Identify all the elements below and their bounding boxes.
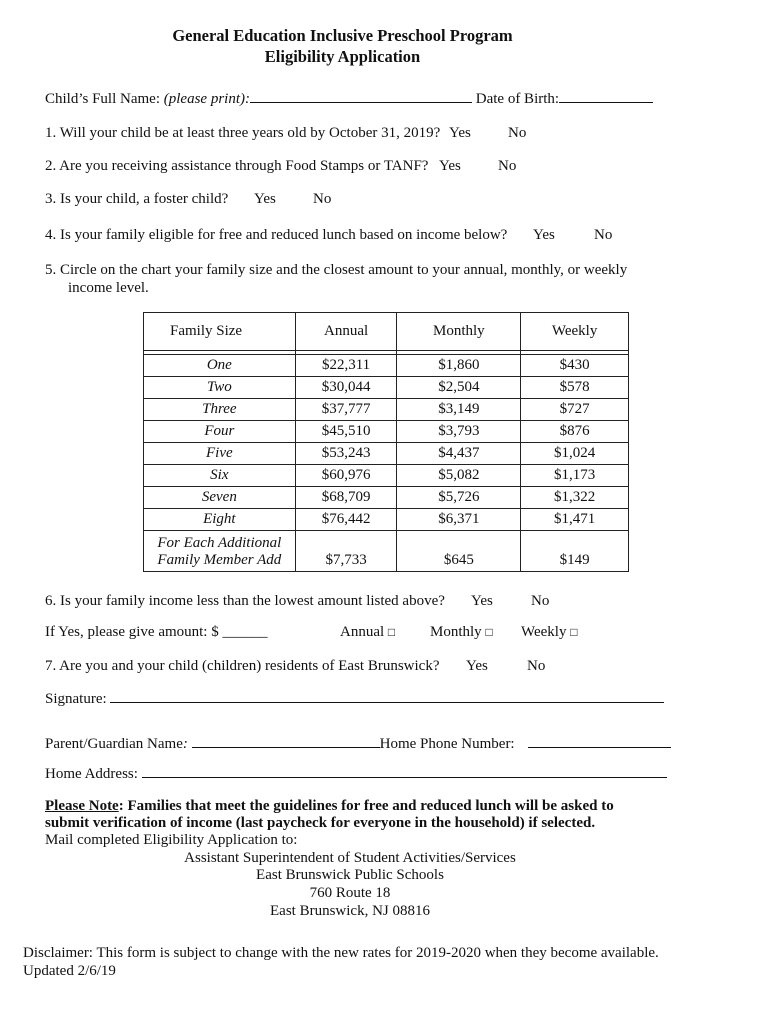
mailing-line-1: Assistant Superintendent of Student Activities/Services — [184, 850, 516, 866]
cell-annual[interactable]: $53,243 — [295, 443, 397, 465]
cell-monthly[interactable]: $5,726 — [397, 487, 521, 509]
cell-monthly[interactable]: $2,504 — [397, 377, 521, 399]
address-row — [45, 764, 667, 783]
weekly-checkbox[interactable]: □ — [570, 625, 578, 639]
mailing-line-4: East Brunswick, NJ 08816 — [270, 903, 430, 919]
cell-monthly[interactable]: $6,371 — [397, 509, 521, 531]
question-4: 4. Is your family eligible for free and reduced lunch based on income below? — [45, 227, 508, 243]
mail-instructions: Mail completed Eligibility Application to: — [45, 832, 298, 848]
child-name-hint: (please print): — [163, 91, 250, 107]
cell-annual[interactable]: $22,311 — [295, 355, 397, 377]
cell-weekly[interactable]: $430 — [521, 355, 629, 377]
cell-family-size[interactable]: Two — [144, 377, 296, 399]
signature-row — [45, 689, 664, 708]
cell-annual[interactable]: $68,709 — [295, 487, 397, 509]
cell-family-size[interactable]: Eight — [144, 509, 296, 531]
guardian-name-label: Parent/Guardian Name — [45, 736, 183, 752]
question-5-cont: income level. — [68, 280, 149, 296]
form-subtitle: Eligibility Application — [264, 47, 421, 66]
cell-weekly[interactable]: $876 — [521, 421, 629, 443]
cell-additional-weekly[interactable]: $149 — [521, 531, 629, 572]
cell-weekly[interactable]: $1,322 — [521, 487, 629, 509]
cell-family-size[interactable]: Four — [144, 421, 296, 443]
annual-label: Annual — [340, 624, 385, 640]
cell-additional-label[interactable] — [144, 531, 296, 572]
annual-checkbox[interactable]: □ — [387, 625, 396, 639]
table-row — [144, 399, 629, 421]
q3-no[interactable]: No — [313, 191, 332, 207]
cell-annual[interactable]: $45,510 — [295, 421, 397, 443]
question-6: 6. Is your family income less than the lowest amount listed above? — [45, 593, 445, 609]
amount-label: If Yes, please give amount: $ — [45, 624, 219, 640]
additional-label-line1: For Each Additional — [157, 535, 282, 551]
table-row-additional — [144, 531, 629, 572]
amount-row — [45, 623, 267, 641]
monthly-label: Monthly — [430, 624, 482, 640]
question-3: 3. Is your child, a foster child? — [45, 191, 229, 207]
amount-field[interactable]: ______ — [222, 624, 268, 640]
dob-label: Date of Birth: — [475, 91, 560, 107]
cell-weekly[interactable]: $727 — [521, 399, 629, 421]
dob-field[interactable] — [559, 89, 653, 103]
cell-annual[interactable]: $76,442 — [295, 509, 397, 531]
child-info-row — [45, 89, 653, 108]
q7-no[interactable]: No — [527, 658, 546, 674]
home-phone-label: Home Phone Number: — [379, 736, 515, 752]
signature-field[interactable] — [110, 689, 664, 703]
cell-family-size[interactable]: Three — [144, 399, 296, 421]
guardian-name-field[interactable] — [192, 734, 380, 748]
table-row — [144, 377, 629, 399]
guardian-row — [45, 734, 515, 753]
address-label: Home Address: — [45, 766, 138, 782]
header-annual: Annual — [295, 313, 397, 351]
disclaimer: Disclaimer: This form is subject to change with the new rates for 2019-2020 when they become available. — [23, 945, 659, 961]
cell-annual[interactable]: $60,976 — [295, 465, 397, 487]
weekly-option[interactable] — [521, 623, 577, 641]
q3-yes[interactable]: Yes — [254, 191, 276, 207]
q1-no[interactable]: No — [508, 125, 527, 141]
table-row — [144, 487, 629, 509]
cell-monthly[interactable]: $5,082 — [397, 465, 521, 487]
table-row — [144, 355, 629, 377]
question-2: 2. Are you receiving assistance through Food Stamps or TANF? — [45, 158, 429, 174]
q6-no[interactable]: No — [531, 593, 550, 609]
table-row — [144, 421, 629, 443]
updated-date: Updated 2/6/19 — [23, 963, 116, 979]
child-name-label: Child’s Full Name: — [45, 91, 161, 107]
table-header-row — [144, 313, 629, 351]
cell-family-size[interactable]: Five — [144, 443, 296, 465]
signature-label: Signature: — [45, 691, 107, 707]
q4-no[interactable]: No — [594, 227, 613, 243]
monthly-checkbox[interactable]: □ — [485, 625, 493, 639]
cell-annual[interactable]: $37,777 — [295, 399, 397, 421]
address-field[interactable] — [142, 764, 667, 778]
cell-additional-monthly[interactable]: $645 — [397, 531, 521, 572]
q1-yes[interactable]: Yes — [449, 125, 471, 141]
question-7: 7. Are you and your child (children) residents of East Brunswick? — [45, 658, 440, 674]
note-label: Please Note — [45, 798, 119, 814]
cell-annual[interactable]: $30,044 — [295, 377, 397, 399]
cell-monthly[interactable]: $4,437 — [397, 443, 521, 465]
q4-yes[interactable]: Yes — [533, 227, 555, 243]
cell-monthly[interactable]: $3,149 — [397, 399, 521, 421]
cell-family-size[interactable]: Six — [144, 465, 296, 487]
form-title: General Education Inclusive Preschool Program — [172, 26, 513, 45]
header-weekly: Weekly — [521, 313, 629, 351]
mailing-line-3: 760 Route 18 — [309, 885, 391, 901]
q7-yes[interactable]: Yes — [466, 658, 488, 674]
cell-weekly[interactable]: $1,024 — [521, 443, 629, 465]
q2-no[interactable]: No — [498, 158, 517, 174]
question-5: 5. Circle on the chart your family size and the closest amount to your annual, monthly, or weekly — [45, 262, 628, 278]
note-text-1: : Families that meet the guidelines for free and reduced lunch will be asked to — [118, 798, 614, 814]
cell-weekly[interactable]: $578 — [521, 377, 629, 399]
q6-yes[interactable]: Yes — [471, 593, 493, 609]
cell-family-size[interactable]: One — [144, 355, 296, 377]
weekly-label: Weekly — [521, 624, 567, 640]
table-row — [144, 509, 629, 531]
header-monthly: Monthly — [397, 313, 521, 351]
cell-additional-annual[interactable]: $7,733 — [295, 531, 397, 572]
additional-label-line2: Family Member Add — [157, 552, 282, 568]
q2-yes[interactable]: Yes — [439, 158, 461, 174]
cell-family-size[interactable]: Seven — [144, 487, 296, 509]
child-name-field[interactable] — [250, 89, 472, 103]
question-1: 1. Will your child be at least three years old by October 31, 2019? — [45, 125, 441, 141]
mailing-line-2: East Brunswick Public Schools — [256, 867, 444, 883]
annual-option[interactable] — [340, 623, 395, 641]
monthly-option[interactable] — [430, 623, 493, 641]
note-text-2: submit verification of income (last paycheck for everyone in the household) if selected. — [45, 815, 596, 831]
guardian-name-colon: : — [182, 736, 188, 752]
header-family-size: Family Size — [144, 313, 296, 351]
cell-monthly[interactable]: $3,793 — [397, 421, 521, 443]
cell-weekly[interactable]: $1,173 — [521, 465, 629, 487]
cell-monthly[interactable]: $1,860 — [397, 355, 521, 377]
table-row — [144, 465, 629, 487]
cell-weekly[interactable]: $1,471 — [521, 509, 629, 531]
home-phone-field[interactable] — [528, 734, 671, 748]
table-row — [144, 443, 629, 465]
income-table — [143, 312, 629, 572]
note-line-1 — [45, 797, 614, 815]
